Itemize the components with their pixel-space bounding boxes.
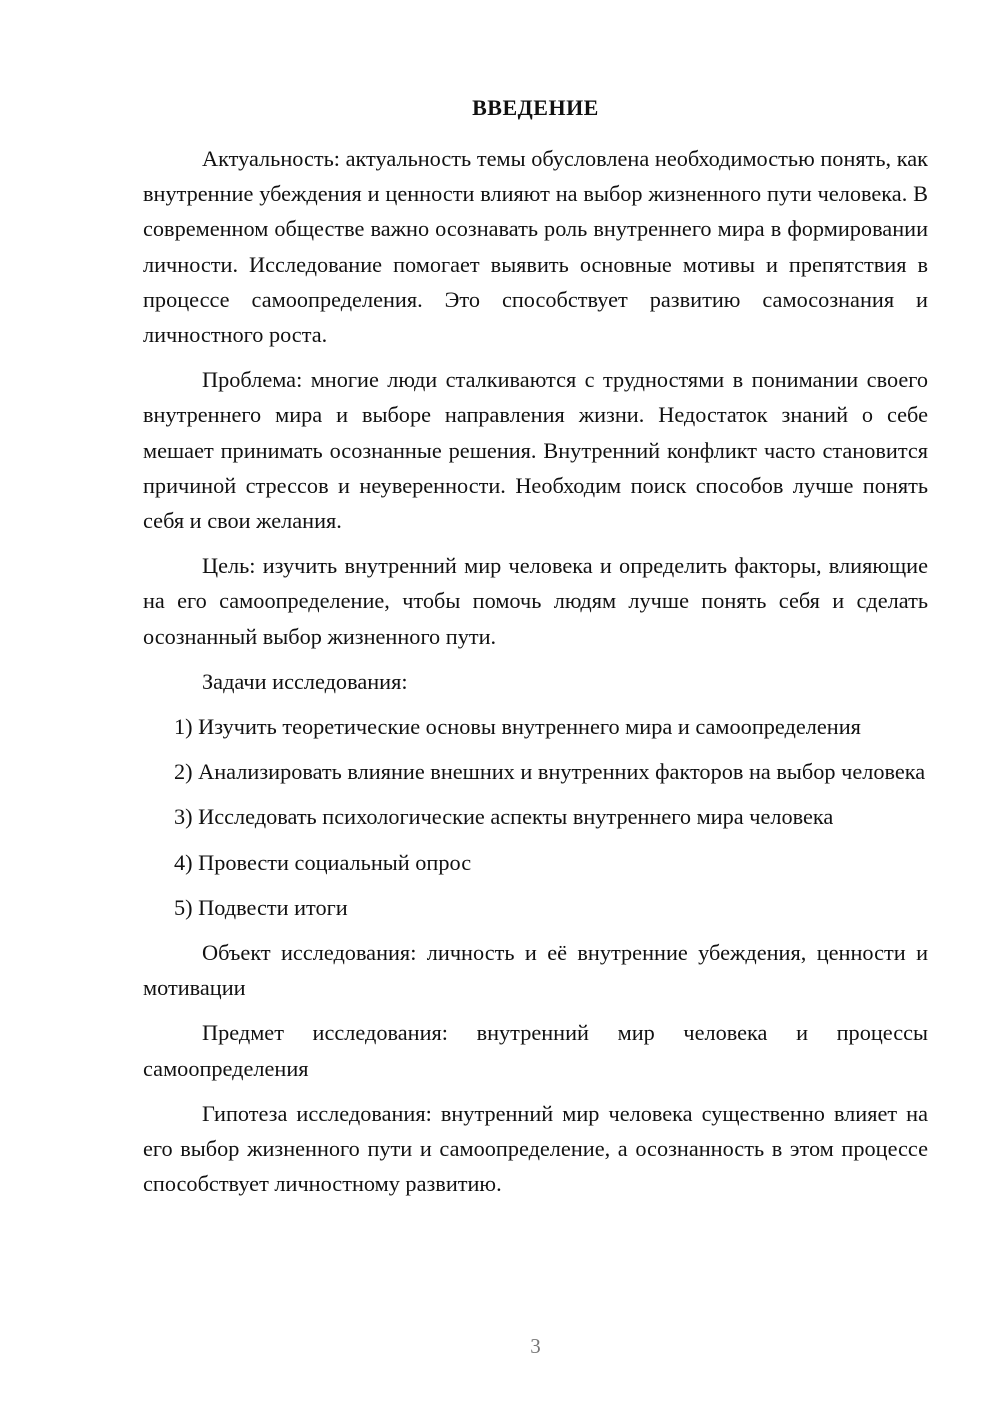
list-item: 3) Исследовать психологические аспекты внутреннего мира человека [174, 804, 834, 830]
paragraph-problem: Проблема: многие люди сталкиваются с трудностями в понимании своего внутреннего мира и выборе направления жизни. Недостаток знаний о себе мешает принимать осознанные решения. Внутренний конфликт часто становится причиной стрессов и неуверенности. Необходим поиск способов лучше понять себя и свои желания. [143, 367, 928, 534]
list-item: 5) Подвести итоги [174, 894, 348, 920]
list-item: 2) Анализировать влияние внешних и внутренних факторов на выбор человека [174, 759, 926, 785]
page-title: ВВЕДЕНИЕ [472, 95, 599, 120]
list-item: 4) Провести социальный опрос [174, 849, 472, 875]
list-item: 1) Изучить теоретические основы внутреннего мира и самоопределения [174, 714, 861, 740]
paragraph-relevance: Актуальность: актуальность темы обусловлена необходимостью понять, как внутренние убеждения и ценности влияют на выбор жизненного пути человека. В современном обществе важно осознавать роль внутреннего мира в формировании личности. Исследование помогает выявить основные мотивы и препятствия в процессе самоопределения. Это способствует развитию самосознания и личностного роста. [143, 146, 928, 348]
paragraph-goal: Цель: изучить внутренний мир человека и определить факторы, влияющие на его самоопределение, чтобы помочь людям лучше понять себя и сделать осознанный выбор жизненного пути. [143, 553, 928, 649]
paragraph-subject: Предмет исследования: внутренний мир человека и процессы самоопределения [143, 1020, 928, 1081]
paragraph-hypothesis: Гипотеза исследования: внутренний мир человека существенно влияет на его выбор жизненного пути и самоопределение, а осознанность в этом процессе способствует личностному развитию. [143, 1100, 928, 1197]
paragraph-object: Объект исследования: личность и её внутренние убеждения, ценности и мотивации [143, 940, 928, 1001]
document-body [143, 141, 928, 1211]
tasks-heading: Задачи исследования: [202, 668, 408, 694]
document-page [143, 0, 928, 1414]
page-number: 3 [530, 1334, 541, 1358]
